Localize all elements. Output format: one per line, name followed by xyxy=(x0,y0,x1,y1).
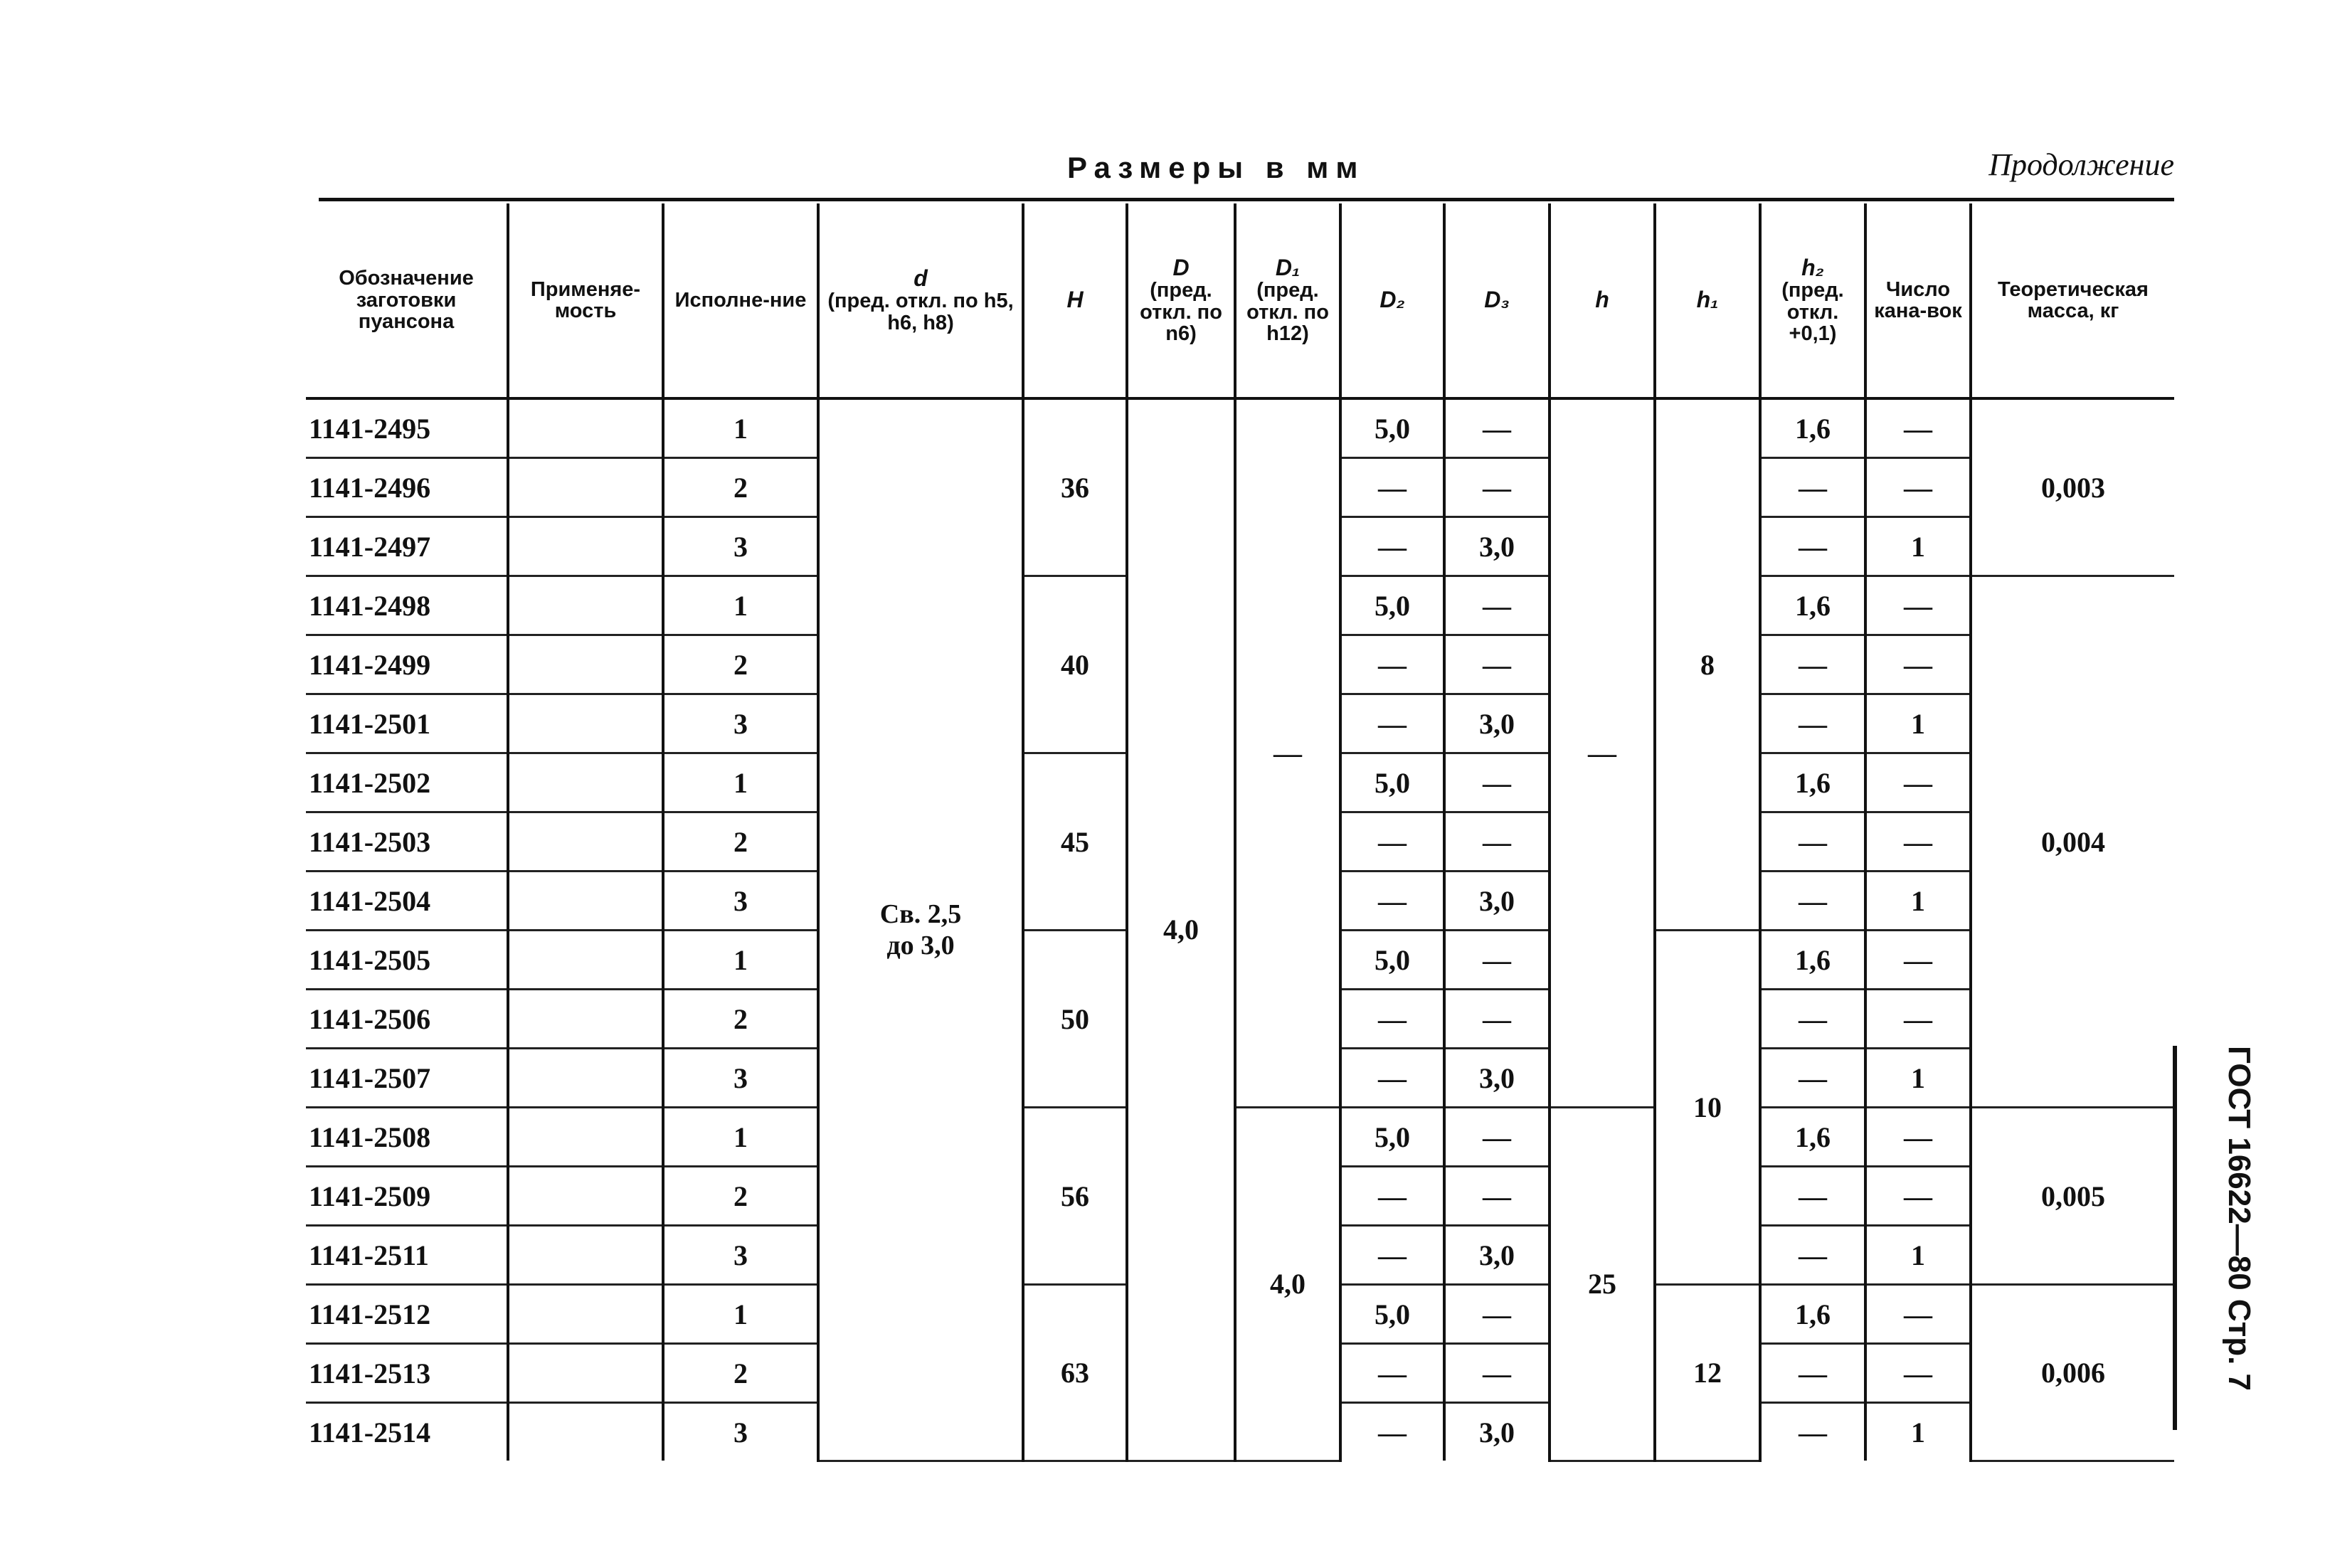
cell-D2: — xyxy=(1340,694,1444,753)
cell-grooves: — xyxy=(1865,576,1971,635)
cell-h: — xyxy=(1550,398,1655,1108)
cell-D3: — xyxy=(1444,1108,1550,1167)
col-header-h2-desc: (пред. откл. +0,1) xyxy=(1781,279,1844,346)
cell-D3: — xyxy=(1444,812,1550,872)
cell-designation: 1141-2507 xyxy=(306,1049,508,1108)
cell-applicability xyxy=(508,1108,663,1167)
cell-D2: 5,0 xyxy=(1340,753,1444,812)
cell-D3: 3,0 xyxy=(1444,517,1550,576)
cell-version: 1 xyxy=(663,1285,818,1344)
col-header-D-symbol: D xyxy=(1172,254,1190,280)
cell-applicability xyxy=(508,1285,663,1344)
cell-designation: 1141-2498 xyxy=(306,576,508,635)
col-header-applicability: Применяе-мость xyxy=(508,203,663,398)
cell-version: 2 xyxy=(663,458,818,517)
cell-designation: 1141-2505 xyxy=(306,931,508,990)
col-header-version: Исполне-ние xyxy=(663,203,818,398)
cell-h2: — xyxy=(1760,990,1865,1049)
cell-applicability xyxy=(508,1167,663,1226)
cell-D2: — xyxy=(1340,458,1444,517)
cell-D2: — xyxy=(1340,812,1444,872)
cell-h2: 1,6 xyxy=(1760,931,1865,990)
cell-version: 2 xyxy=(663,635,818,694)
cell-D2: — xyxy=(1340,990,1444,1049)
cell-grooves: — xyxy=(1865,1167,1971,1226)
cell-D3: 3,0 xyxy=(1444,694,1550,753)
cell-D3: 3,0 xyxy=(1444,872,1550,931)
cell-h2: — xyxy=(1760,694,1865,753)
cell-version: 1 xyxy=(663,753,818,812)
cell-designation: 1141-2502 xyxy=(306,753,508,812)
col-header-d xyxy=(818,203,1023,398)
cell-version: 3 xyxy=(663,1049,818,1108)
cell-applicability xyxy=(508,931,663,990)
cell-grooves: — xyxy=(1865,1344,1971,1403)
cell-h2: 1,6 xyxy=(1760,398,1865,458)
col-header-D2-symbol: D₂ xyxy=(1379,287,1405,313)
cell-version: 1 xyxy=(663,398,818,458)
cell-D2: — xyxy=(1340,1344,1444,1403)
cell-applicability xyxy=(508,458,663,517)
cell-H: 63 xyxy=(1023,1285,1127,1461)
cell-version: 2 xyxy=(663,1344,818,1403)
cell-applicability xyxy=(508,1049,663,1108)
cell-applicability xyxy=(508,753,663,812)
cell-h2: — xyxy=(1760,1344,1865,1403)
cell-applicability xyxy=(508,990,663,1049)
col-header-h2 xyxy=(1760,203,1865,398)
cell-D2: 5,0 xyxy=(1340,931,1444,990)
cell-grooves: — xyxy=(1865,753,1971,812)
cell-H: 50 xyxy=(1023,931,1127,1108)
cell-mass: 0,003 xyxy=(1971,398,2174,576)
cell-designation: 1141-2495 xyxy=(306,398,508,458)
col-header-D xyxy=(1127,203,1235,398)
cell-D3: 3,0 xyxy=(1444,1226,1550,1285)
gost-margin xyxy=(2173,1046,2257,1501)
cell-grooves: — xyxy=(1865,1285,1971,1344)
cell-D2: 5,0 xyxy=(1340,1285,1444,1344)
cell-D3: — xyxy=(1444,990,1550,1049)
cell-h2: — xyxy=(1760,812,1865,872)
col-header-mass: Теоретическая масса, кг xyxy=(1971,203,2174,398)
cell-h1: 10 xyxy=(1655,931,1760,1285)
cell-mass: 0,006 xyxy=(1971,1285,2174,1461)
cell-D: 4,0 xyxy=(1127,398,1235,1461)
cell-grooves: — xyxy=(1865,990,1971,1049)
cell-D3: 3,0 xyxy=(1444,1403,1550,1461)
cell-D2: 5,0 xyxy=(1340,576,1444,635)
cell-h2: — xyxy=(1760,1049,1865,1108)
cell-grooves: — xyxy=(1865,635,1971,694)
dimensions-caption: Размеры в мм xyxy=(1067,151,1365,184)
gost-rule xyxy=(2173,1046,2177,1430)
cell-version: 2 xyxy=(663,812,818,872)
col-header-designation: Обозначение заготовки пуансона xyxy=(306,203,508,398)
cell-grooves: — xyxy=(1865,398,1971,458)
cell-designation: 1141-2496 xyxy=(306,458,508,517)
cell-grooves: — xyxy=(1865,1108,1971,1167)
header-row xyxy=(306,203,2174,398)
cell-applicability xyxy=(508,1403,663,1461)
cell-version: 3 xyxy=(663,517,818,576)
cell-version: 1 xyxy=(663,1108,818,1167)
cell-mass: 0,005 xyxy=(1971,1108,2174,1285)
cell-D2: — xyxy=(1340,872,1444,931)
cell-d-value xyxy=(818,398,1023,1461)
cell-designation: 1141-2499 xyxy=(306,635,508,694)
cell-D3: — xyxy=(1444,931,1550,990)
top-rule xyxy=(319,198,2174,201)
cell-h2: — xyxy=(1760,635,1865,694)
cell-version: 3 xyxy=(663,694,818,753)
cell-version: 1 xyxy=(663,931,818,990)
cell-grooves: 1 xyxy=(1865,1403,1971,1461)
cell-grooves: 1 xyxy=(1865,872,1971,931)
cell-version: 2 xyxy=(663,990,818,1049)
col-header-D1-symbol: D₁ xyxy=(1275,254,1301,280)
cell-applicability xyxy=(508,398,663,458)
cell-D2: — xyxy=(1340,1167,1444,1226)
cell-h2: — xyxy=(1760,517,1865,576)
cell-D3: — xyxy=(1444,635,1550,694)
cell-applicability xyxy=(508,694,663,753)
cell-applicability xyxy=(508,872,663,931)
cell-D2: 5,0 xyxy=(1340,1108,1444,1167)
col-header-D2 xyxy=(1340,203,1444,398)
cell-designation: 1141-2513 xyxy=(306,1344,508,1403)
col-header-H xyxy=(1023,203,1127,398)
col-header-h1 xyxy=(1655,203,1760,398)
cell-h2: — xyxy=(1760,1403,1865,1461)
cell-designation: 1141-2512 xyxy=(306,1285,508,1344)
cell-designation: 1141-2503 xyxy=(306,812,508,872)
col-header-grooves: Число кана-вок xyxy=(1865,203,1971,398)
cell-designation: 1141-2504 xyxy=(306,872,508,931)
cell-grooves: — xyxy=(1865,812,1971,872)
cell-applicability xyxy=(508,1344,663,1403)
table-row xyxy=(306,1108,2174,1167)
cell-D3: — xyxy=(1444,1344,1550,1403)
cell-D1: — xyxy=(1235,398,1340,1108)
cell-D3: — xyxy=(1444,458,1550,517)
cell-D3: — xyxy=(1444,753,1550,812)
table-body xyxy=(306,398,2174,1461)
punch-blank-table xyxy=(306,203,2174,1462)
cell-D1: 4,0 xyxy=(1235,1108,1340,1461)
cell-h2: — xyxy=(1760,872,1865,931)
cell-D2: — xyxy=(1340,635,1444,694)
cell-D3: — xyxy=(1444,1285,1550,1344)
col-header-D1-desc: (пред. откл. по h12) xyxy=(1246,279,1329,346)
cell-H: 45 xyxy=(1023,753,1127,931)
cell-applicability xyxy=(508,517,663,576)
cell-h1: 8 xyxy=(1655,398,1760,931)
col-header-D-desc: (пред. откл. по n6) xyxy=(1140,279,1222,346)
cell-D2: 5,0 xyxy=(1340,398,1444,458)
cell-h2: 1,6 xyxy=(1760,1108,1865,1167)
cell-D2: — xyxy=(1340,517,1444,576)
cell-designation: 1141-2509 xyxy=(306,1167,508,1226)
cell-H: 40 xyxy=(1023,576,1127,753)
cell-h2: 1,6 xyxy=(1760,576,1865,635)
col-header-h1-symbol: h₁ xyxy=(1696,287,1719,313)
cell-applicability xyxy=(508,576,663,635)
cell-D3: 3,0 xyxy=(1444,1049,1550,1108)
cell-designation: 1141-2508 xyxy=(306,1108,508,1167)
d-value-line-2: до 3,0 xyxy=(886,930,955,960)
col-header-D3-symbol: D₃ xyxy=(1484,287,1510,313)
cell-grooves: 1 xyxy=(1865,1226,1971,1285)
cell-D2: — xyxy=(1340,1226,1444,1285)
cell-grooves: 1 xyxy=(1865,517,1971,576)
cell-D3: — xyxy=(1444,576,1550,635)
cell-H: 36 xyxy=(1023,398,1127,576)
cell-D3: — xyxy=(1444,398,1550,458)
cell-h: 25 xyxy=(1550,1108,1655,1461)
cell-designation: 1141-2506 xyxy=(306,990,508,1049)
cell-D2: — xyxy=(1340,1049,1444,1108)
cell-h2: — xyxy=(1760,1167,1865,1226)
cell-h2: — xyxy=(1760,458,1865,517)
cell-grooves: — xyxy=(1865,931,1971,990)
cell-version: 1 xyxy=(663,576,818,635)
cell-applicability xyxy=(508,812,663,872)
cell-version: 2 xyxy=(663,1167,818,1226)
cell-grooves: 1 xyxy=(1865,694,1971,753)
cell-D2: — xyxy=(1340,1403,1444,1461)
cell-applicability xyxy=(508,635,663,694)
cell-designation: 1141-2514 xyxy=(306,1403,508,1461)
col-header-d-symbol: d xyxy=(913,265,928,291)
cell-designation: 1141-2501 xyxy=(306,694,508,753)
cell-version: 3 xyxy=(663,872,818,931)
cell-h1: 12 xyxy=(1655,1285,1760,1461)
cell-mass: 0,004 xyxy=(1971,576,2174,1108)
col-header-H-symbol: H xyxy=(1066,287,1084,313)
col-header-h2-symbol: h₂ xyxy=(1801,254,1824,280)
cell-designation: 1141-2497 xyxy=(306,517,508,576)
col-header-D1 xyxy=(1235,203,1340,398)
cell-H: 56 xyxy=(1023,1108,1127,1285)
cell-D3: — xyxy=(1444,1167,1550,1226)
cell-h2: — xyxy=(1760,1226,1865,1285)
cell-version: 3 xyxy=(663,1403,818,1461)
col-header-h xyxy=(1550,203,1655,398)
cell-applicability xyxy=(508,1226,663,1285)
col-header-h-symbol: h xyxy=(1595,287,1609,313)
cell-version: 3 xyxy=(663,1226,818,1285)
cell-h2: 1,6 xyxy=(1760,753,1865,812)
continuation-label: Продолжение xyxy=(1988,147,2174,182)
cell-grooves: 1 xyxy=(1865,1049,1971,1108)
col-header-D3 xyxy=(1444,203,1550,398)
cell-grooves: — xyxy=(1865,458,1971,517)
cell-designation: 1141-2511 xyxy=(306,1226,508,1285)
d-value-line-1: Св. 2,5 xyxy=(879,899,962,929)
col-header-d-desc: (пред. откл. по h5, h6, h8) xyxy=(827,290,1014,334)
gost-page-label: ГОСТ 16622—80 Стр. 7 xyxy=(2222,1046,2257,1392)
table-row xyxy=(306,398,2174,458)
cell-h2: 1,6 xyxy=(1760,1285,1865,1344)
